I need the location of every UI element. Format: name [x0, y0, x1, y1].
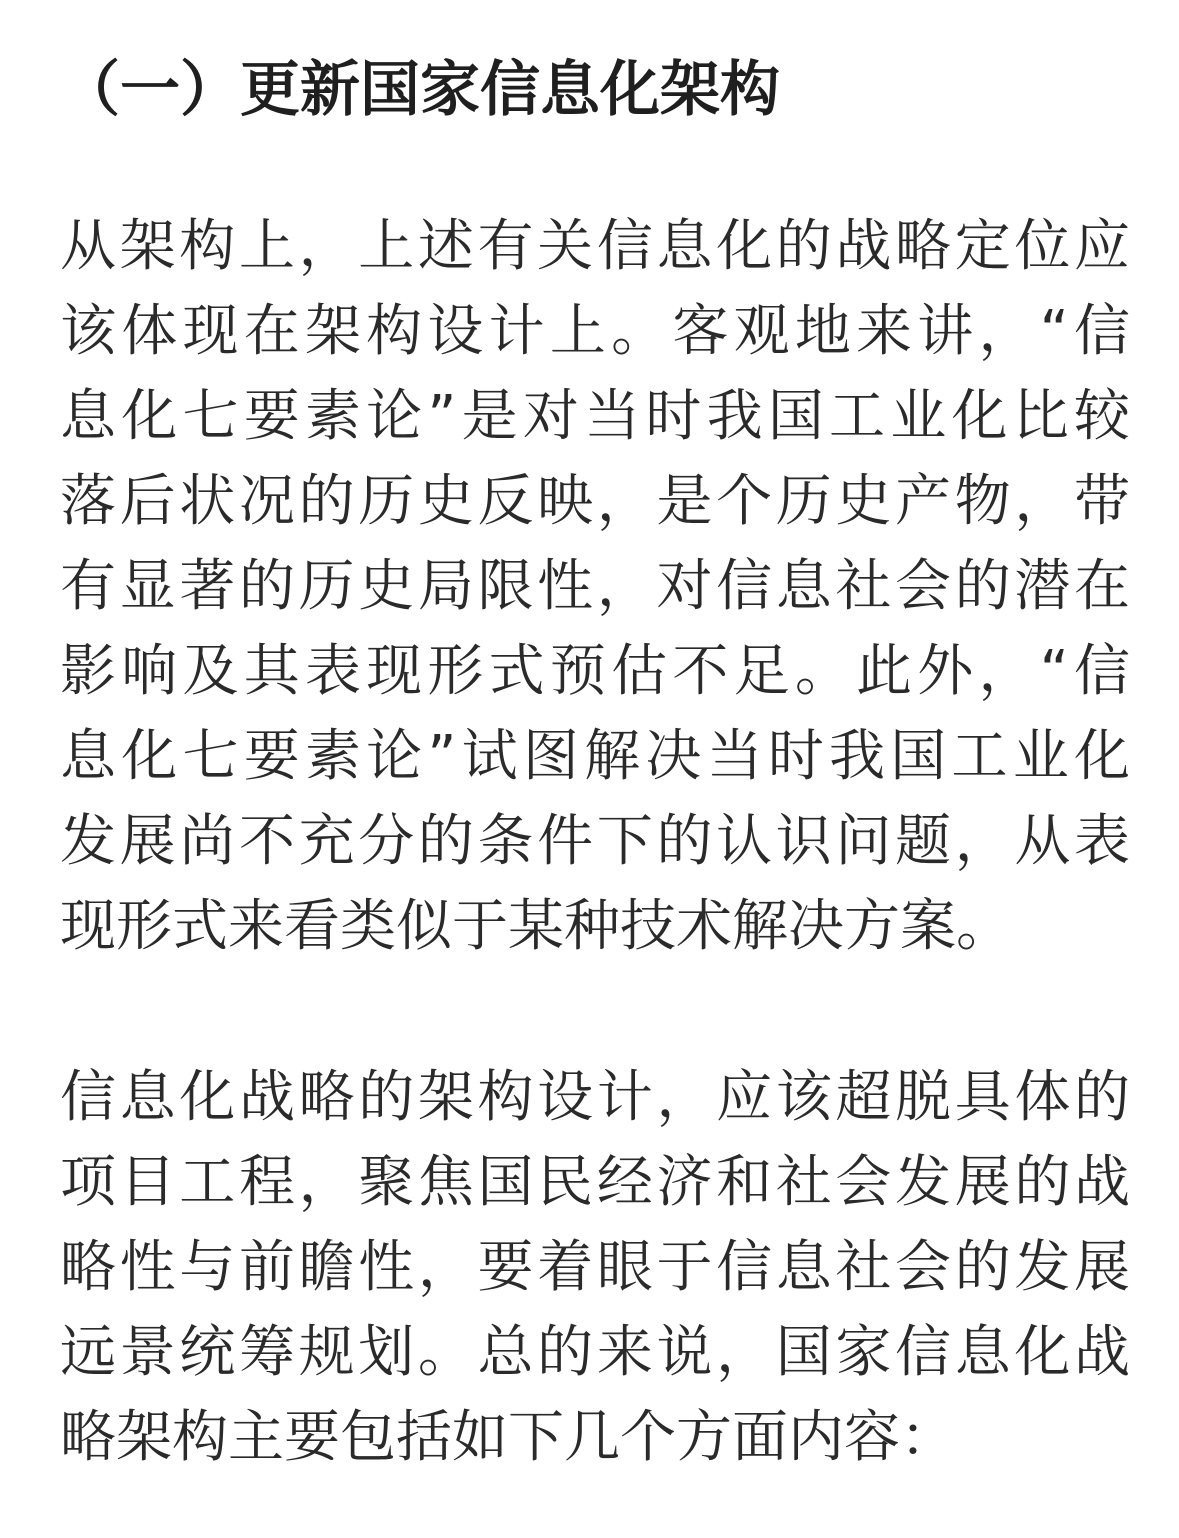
- paragraph-line: 现形式来看类似于某种技术解决方案。: [60, 894, 1012, 959]
- section-heading: （一）更新国家信息化架构: [60, 55, 780, 125]
- paragraph-line: 信息化战略的架构设计，应该超脱具体的: [60, 1065, 1130, 1130]
- paragraph-line: 略性与前瞻性，要着眼于信息社会的发展: [60, 1235, 1130, 1300]
- paragraph: [60, 204, 1130, 969]
- paragraph: [60, 1055, 1130, 1480]
- paragraph-line: 发展尚不充分的条件下的认识问题，从表: [60, 809, 1130, 874]
- paragraph-line: 影响及其表现形式预估不足。此外，“信: [60, 639, 1130, 704]
- paragraph-line: 息化七要素论”是对当时我国工业化比较: [60, 384, 1130, 449]
- paragraph-line: 该体现在架构设计上。客观地来讲，“信: [60, 299, 1130, 364]
- paragraph-line: 略架构主要包括如下几个方面内容：: [60, 1405, 956, 1470]
- paragraph-line: 远景统筹规划。总的来说，国家信息化战: [60, 1320, 1130, 1385]
- paragraph-line: 项目工程，聚焦国民经济和社会发展的战: [60, 1150, 1130, 1215]
- paragraph-line: 落后状况的历史反映，是个历史产物，带: [60, 469, 1130, 534]
- paragraph-line: 从架构上，上述有关信息化的战略定位应: [60, 214, 1130, 279]
- paragraph-line: 有显著的历史局限性，对信息社会的潜在: [60, 554, 1130, 619]
- paragraph-line: 息化七要素论”试图解决当时我国工业化: [60, 724, 1130, 789]
